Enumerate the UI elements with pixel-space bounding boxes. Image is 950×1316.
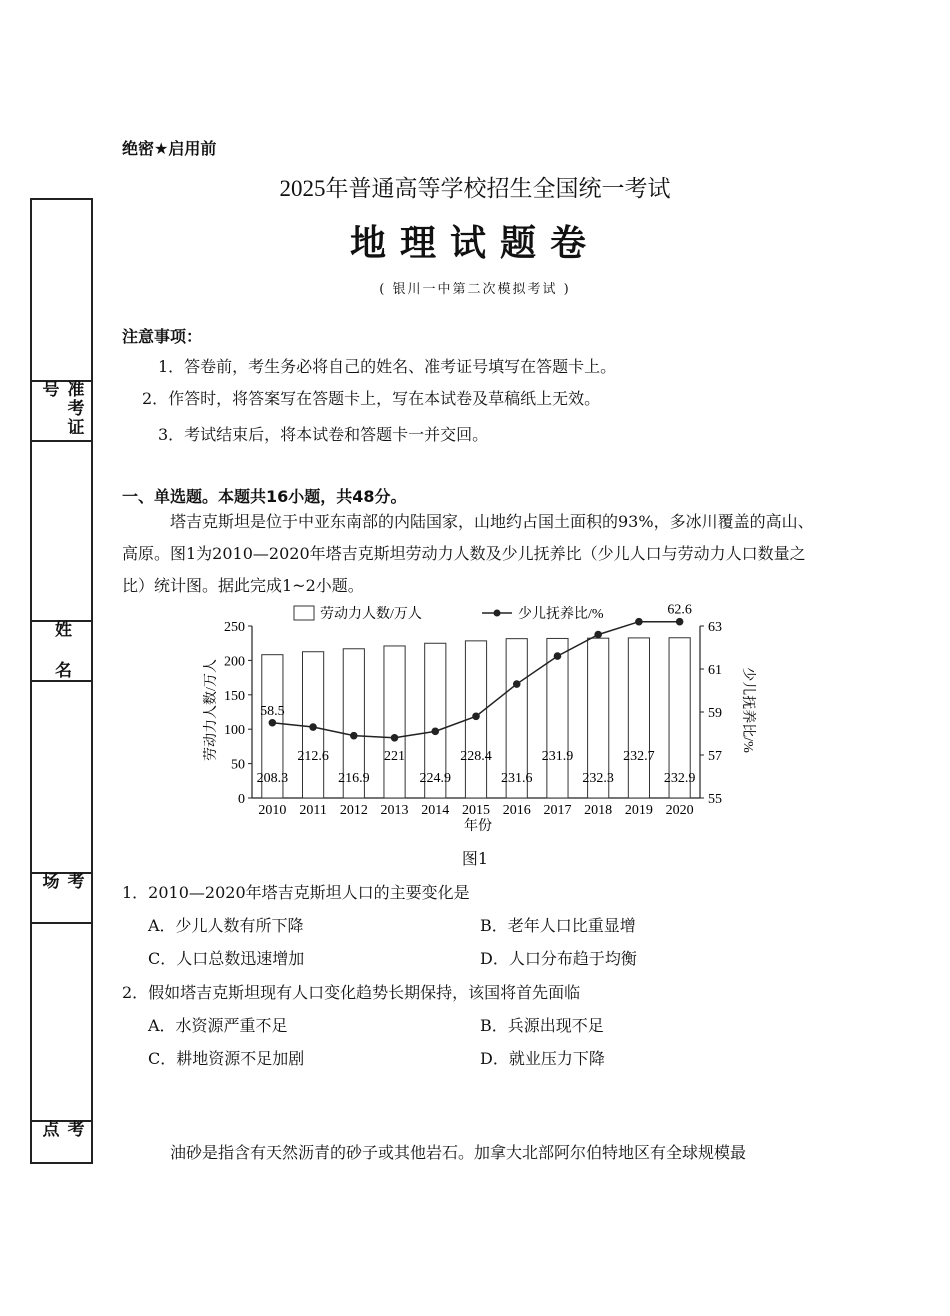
sidebar-divider (32, 440, 91, 442)
exam-title: 2025年普通高等学校招生全国统一考试 (279, 176, 671, 201)
bar (628, 638, 649, 798)
sidebar-label-exam-room: 考 场 (38, 872, 84, 891)
passage: 塔吉克斯坦是位于中亚东南部的内陆国家，山地约占国土面积的93%，多冰川覆盖的高山、高原。图1为2010—2020年塔吉克斯坦劳动力人数及少儿抚养比（少儿人口与劳动力人口数量之比）统计图。据此完成1~2小题。 (122, 512, 814, 595)
question-option: A．少儿人数有所下降 (148, 916, 304, 935)
legend-bar-swatch (294, 606, 314, 620)
x-axis-label: 年份 (464, 819, 492, 834)
line-point (635, 618, 643, 626)
question-option: D．就业压力下降 (480, 1049, 605, 1068)
sidebar-label-name: 姓 名 (51, 620, 71, 680)
x-tick-label: 2010 (258, 803, 287, 818)
chart-legend (294, 605, 604, 622)
passage-2: 油砂是指含有天然沥青的砂子或其他岩石。加拿大北部阿尔伯特地区有全球规模最 (170, 1143, 747, 1162)
subject-title: 地理试题卷 (349, 223, 600, 264)
bar (547, 638, 568, 798)
y-left-tick-label: 250 (224, 620, 245, 635)
bar-value-label: 232.9 (663, 771, 696, 786)
notice-item: 3．考试结束后，将本试卷和答题卡一并交回。 (158, 425, 489, 444)
bar-value-label: 224.9 (419, 771, 452, 786)
question-stem: 1．2010—2020年塔吉克斯坦人口的主要变化是 (122, 883, 470, 902)
line-point (269, 719, 277, 727)
y-left-tick-label: 200 (224, 654, 245, 670)
question-stem: 2．假如塔吉克斯坦现有人口变化趋势长期保持，该国将首先面临 (122, 983, 581, 1002)
question-option: B．老年人口比重显增 (480, 916, 636, 935)
bar-value-label: 232.7 (623, 749, 655, 764)
question-option: A．水资源严重不足 (148, 1016, 288, 1035)
line-value-label: 58.5 (260, 703, 285, 719)
notice-item: 1．答卷前，考生务必将自己的姓名、准考证号填写在答题卡上。 (158, 357, 617, 376)
notice-title: 注意事项： (122, 327, 203, 346)
x-tick-label: 2019 (624, 803, 653, 818)
line-point (431, 728, 439, 736)
line-point (594, 631, 602, 639)
sidebar-divider (32, 680, 91, 682)
x-tick-label: 2016 (502, 803, 531, 818)
x-tick-label: 2015 (462, 803, 490, 818)
x-tick-label: 2017 (543, 803, 572, 818)
confidential-mark: 绝密★启用前 (122, 139, 217, 158)
line-point (676, 618, 684, 626)
y-right-tick-label: 63 (708, 620, 722, 635)
x-tick-label: 2013 (380, 803, 409, 818)
population-chart (170, 600, 770, 840)
legend-line-label: 少儿抚养比/% (518, 607, 604, 622)
y-left-tick-label: 150 (224, 688, 245, 704)
line-point (309, 723, 317, 731)
bar (384, 646, 405, 798)
question-option: C．人口总数迅速增加 (148, 949, 305, 968)
legend-line-marker (494, 610, 501, 617)
line-value-label: 62.6 (667, 602, 692, 618)
line-point (513, 680, 521, 688)
x-tick-label: 2018 (584, 803, 613, 818)
y-left-tick-label: 100 (224, 723, 245, 739)
bar-value-label: 228.4 (460, 749, 492, 764)
legend-bar-label: 劳动力人数/万人 (320, 607, 422, 622)
x-tick-label: 2020 (665, 803, 694, 818)
y-right-tick-label: 57 (708, 749, 722, 764)
y-axis-right-label: 少儿抚养比/% (740, 667, 755, 753)
y-left-tick-label: 0 (238, 792, 245, 807)
sidebar-label-exam-id: 准考证号 (38, 380, 84, 437)
x-tick-label: 2011 (299, 803, 327, 818)
bar-value-label: 208.3 (256, 771, 289, 786)
section-title: 一、单选题。本题共16小题，共48分。 (122, 487, 407, 506)
bar-value-label: 216.9 (338, 771, 370, 786)
line-point (350, 732, 358, 740)
y-left-tick-label: 50 (231, 757, 245, 773)
bar-value-label: 231.6 (500, 771, 533, 786)
notice-item: 2．作答时，将答案写在答题卡上，写在本试卷及草稿纸上无效。 (142, 389, 601, 408)
bar-value-label: 212.6 (297, 749, 329, 764)
question-option: C．耕地资源不足加剧 (148, 1049, 305, 1068)
binding-sidebar (30, 198, 93, 1164)
line-point (391, 734, 399, 742)
y-right-tick-label: 59 (708, 706, 722, 721)
y-right-tick-label: 61 (708, 663, 722, 678)
bar-value-label: 232.3 (582, 771, 614, 786)
line-point (472, 713, 480, 721)
question-option: D．人口分布趋于均衡 (480, 949, 637, 968)
x-tick-label: 2014 (421, 803, 450, 818)
figure-caption: 图1 (461, 849, 489, 868)
question-option: B．兵源出现不足 (480, 1016, 604, 1035)
sidebar-divider (32, 922, 91, 924)
sidebar-label-exam-site: 考 点 (38, 1120, 84, 1139)
exam-subtitle: ( 银川一中第二次模拟考试 ) (379, 282, 571, 297)
bar-value-label: 221 (384, 749, 406, 764)
y-right-tick-label: 55 (708, 792, 722, 807)
bar-value-label: 231.9 (541, 749, 574, 764)
line-point (554, 652, 562, 660)
x-tick-label: 2012 (339, 803, 368, 818)
y-axis-left-label: 劳动力人数/万人 (204, 659, 219, 761)
plot-area (224, 603, 722, 818)
